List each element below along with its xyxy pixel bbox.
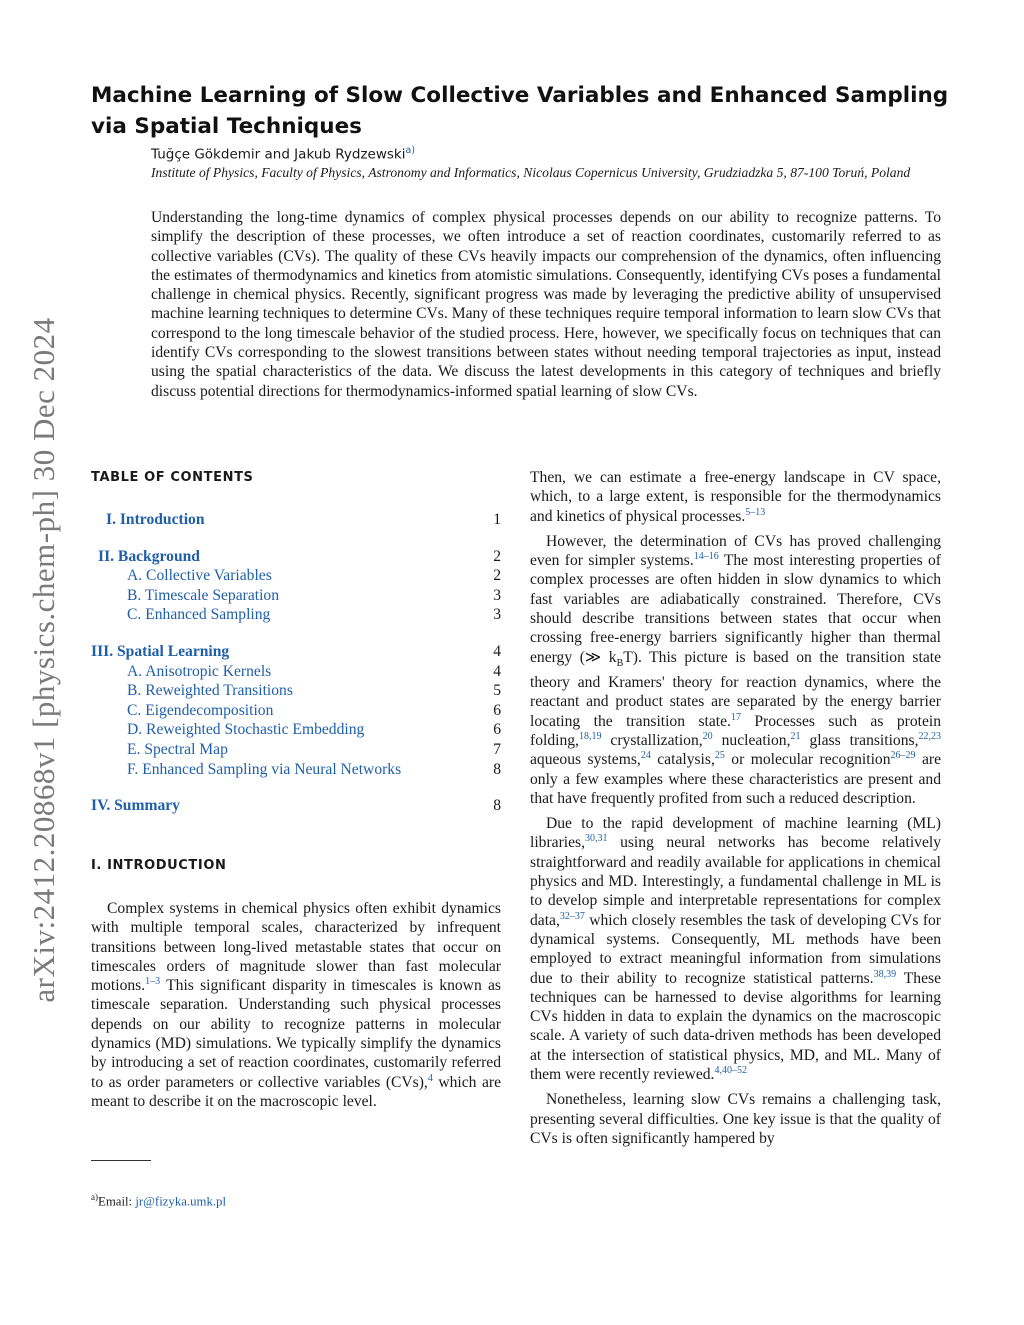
table-of-contents	[91, 510, 501, 816]
author-footnote-mark[interactable]: a)	[405, 145, 416, 156]
toc-entry-reweighted-stochastic-embedding[interactable]: D. Reweighted Stochastic Embedding 6	[127, 721, 501, 739]
paragraph: However, the determination of CVs has proved challenging even for simpler systems.$^{14-16}$ The most interesting properties of complex processes are often hidden in slow dynamics to which fast variables are adiabatically constrained. Therefore, CVs should describe transitions between states that occur when crossing free-energy barriers significantly higher than thermal energy (≫ $k_BT$). This picture is based on the transition state theory and Kramers' theory for reaction dynamics, where the reactant and product states are separated by the energy barrier locating the transition state.$^{17}$ Processes such as protein folding,$^{18,19}$ crystallization,$^{20}$ nucleation,$^{21}$ glass transitions,$^{22,23}$ aqueous systems,$^{24}$ catalysis,$^{25}$ or molecular recognition$^{26-29}$ are only a few examples where these characteristics are present and that have frequently profited from such a reduced description.	[530, 532, 942, 807]
citation[interactable]: 14–16	[693, 551, 719, 562]
paragraph: Nonetheless, learning slow CVs remains a challenging task, presenting several difficulties. One key issue is that the quality of CVs is often significantly hampered by	[530, 1091, 941, 1147]
email-link[interactable]: jr@fizyka.umk.pl	[135, 1194, 227, 1209]
toc-entry-anisotropic-kernels[interactable]: A. Anisotropic Kernels 4	[127, 662, 501, 680]
toc-page: 6	[493, 701, 501, 719]
toc-page: 1	[493, 511, 501, 528]
citation[interactable]: 17	[730, 711, 741, 723]
toc-entry-spatial-learning[interactable]: III. Spatial Learning 4	[91, 642, 501, 660]
toc-entry-enhanced-sampling-nn[interactable]: F. Enhanced Sampling via Neural Networks 8	[127, 760, 501, 778]
citation[interactable]: 4	[427, 1072, 433, 1084]
author-names: Tuğçe Gökdemir and Jakub Rydzewski	[151, 146, 406, 163]
toc-page: 3	[493, 606, 501, 624]
toc-entry-timescale-separation[interactable]: B. Timescale Separation 3	[127, 586, 501, 604]
toc-page: 6	[493, 721, 501, 739]
citation[interactable]: 32–37	[559, 910, 585, 922]
toc-page: 8	[493, 797, 501, 815]
toc-page: 2	[493, 547, 501, 565]
toc-page: 7	[493, 740, 501, 758]
toc-page: 5	[493, 682, 501, 700]
toc-entry-spectral-map[interactable]: E. Spectral Map 7	[127, 740, 501, 758]
citation[interactable]: 20	[702, 730, 713, 742]
author-line	[151, 145, 415, 163]
arxiv-sidebar-stamp	[14, 290, 74, 1030]
paragraph: Then, we can estimate a free-energy landscape in CV space, which, to a large extent, is responsible for the thermodynamics and kinetics of physical processes.$^{5-13}$	[530, 469, 941, 525]
toc-heading: TABLE OF CONTENTS	[91, 470, 254, 485]
toc-entry-eigendecomposition[interactable]: C. Eigendecomposition 6	[127, 701, 501, 719]
abstract: Understanding the long-time dynamics of complex physical processes depends on our ability to recognize patterns. To simplify the description of these processes, we often introduce a set of reaction coordinates, customarily referred to as collective variables (CVs). The quality of these CVs heavily impacts our comprehension of the dynamics, often influencing the estimates of thermodynamics and kinetics from atomistic simulations. Consequently, identifying CVs poses a fundamental challenge in chemical physics. Recently, significant progress was made by leveraging the predictive ability of unsupervised machine learning techniques to determine CVs. Many of these techniques require temporal information to learn slow CVs that correspond to the long timescale behavior of the studied process. Here, however, we specifically focus on techniques that can identify CVs corresponding to the slowest transitions between states without needing temporal trajectories as input, instead using the spatial characteristics of the data. We discuss the latest developments in this category of techniques and briefly discuss potential directions for thermodynamics-informed spatial learning of slow CVs.	[151, 209, 941, 400]
toc-entry-enhanced-sampling[interactable]: C. Enhanced Sampling 3	[127, 606, 501, 624]
affiliation: Institute of Physics, Faculty of Physics, Astronomy and Informatics, Nicolaus Copernicus University, Grudziadzka 5, 87-100 Toruń, Poland	[151, 165, 911, 180]
citation[interactable]: 26–29	[890, 750, 916, 762]
toc-page: 4	[493, 642, 501, 660]
section-heading-introduction: I. INTRODUCTION	[91, 858, 227, 873]
toc-entry-summary[interactable]: IV. Summary 8	[91, 797, 501, 815]
citation[interactable]: 25	[714, 750, 725, 762]
toc-entry-collective-variables[interactable]: A. Collective Variables 2	[127, 567, 501, 585]
toc-entry-background[interactable]: II. Background 2	[98, 547, 501, 565]
citation[interactable]: 18,19	[578, 730, 602, 742]
citation[interactable]: 22,23	[918, 730, 941, 742]
toc-page: 3	[493, 586, 501, 604]
footnote-mark: a)	[91, 1192, 98, 1202]
body-column-left	[91, 899, 501, 1111]
citation[interactable]: 1–3	[145, 976, 161, 987]
paper-title: Machine Learning of Slow Collective Variables and Enhanced Sampling via Spatial Techniques	[91, 83, 949, 139]
body-column-right	[530, 468, 941, 1148]
citation[interactable]: 38,39	[873, 968, 897, 980]
citation[interactable]: 24	[640, 750, 651, 762]
toc-page: 4	[493, 662, 501, 680]
toc-page: 2	[493, 567, 501, 585]
citation[interactable]: 4,40–52	[714, 1064, 747, 1076]
citation[interactable]: 5–13	[745, 506, 766, 518]
toc-page: 8	[493, 760, 501, 778]
toc-entry-introduction[interactable]: I. Introduction 1	[106, 511, 501, 528]
paragraph: Due to the rapid development of machine learning (ML) libraries,$^{30,31}$ using neural networks has become relatively straightforward and readily available for applications in chemical physics and MD. Interestingly, a fundamental challenge in ML is to develop simple and interpretable representations for complex data,$^{32-37}$ which closely resembles the task of developing CVs for dynamical systems. Consequently, ML methods have been employed to extract meaningful information from simulations due to their ability to recognize statistical patterns.$^{38,39}$ These techniques can be harnessed to devise algorithms for learning CVs hidden in data to explain the dynamics on the macroscopic scale. A variety of such data-driven methods has been developed at the intersection of statistical physics, MD, and ML. Many of them were recently reviewed.$^{4,40-52}$	[530, 815, 941, 1084]
footnote-rule	[91, 1160, 151, 1161]
citation[interactable]: 30,31	[585, 833, 608, 845]
paragraph: Complex systems in chemical physics often exhibit dynamics with multiple temporal scales, characterized by infrequent transitions between long-lived metastable states that occur on timescales orders of magnitude slower than fast molecular motions.$^{1-3}$ This significant disparity in timescales is known as timescale separation. Understanding such physical processes depends on our ability to recognize patterns in molecular dynamics (MD) simulations. We typically simplify the dynamics by introducing a set of reaction coordinates, customarily referred to as order parameters or collective variables (CVs),$^4$ which are meant to describe it on the macroscopic level.	[91, 900, 501, 1110]
footnote: $^{a)}$Email: jr@fizyka.umk.pl	[91, 1192, 227, 1209]
arxiv-identifier: arXiv:2412.20868v1 [physics.chem-ph] 30 Dec 2024	[26, 317, 61, 1003]
citation[interactable]: 21	[790, 730, 801, 742]
toc-entry-reweighted-transitions[interactable]: B. Reweighted Transitions 5	[127, 682, 501, 700]
